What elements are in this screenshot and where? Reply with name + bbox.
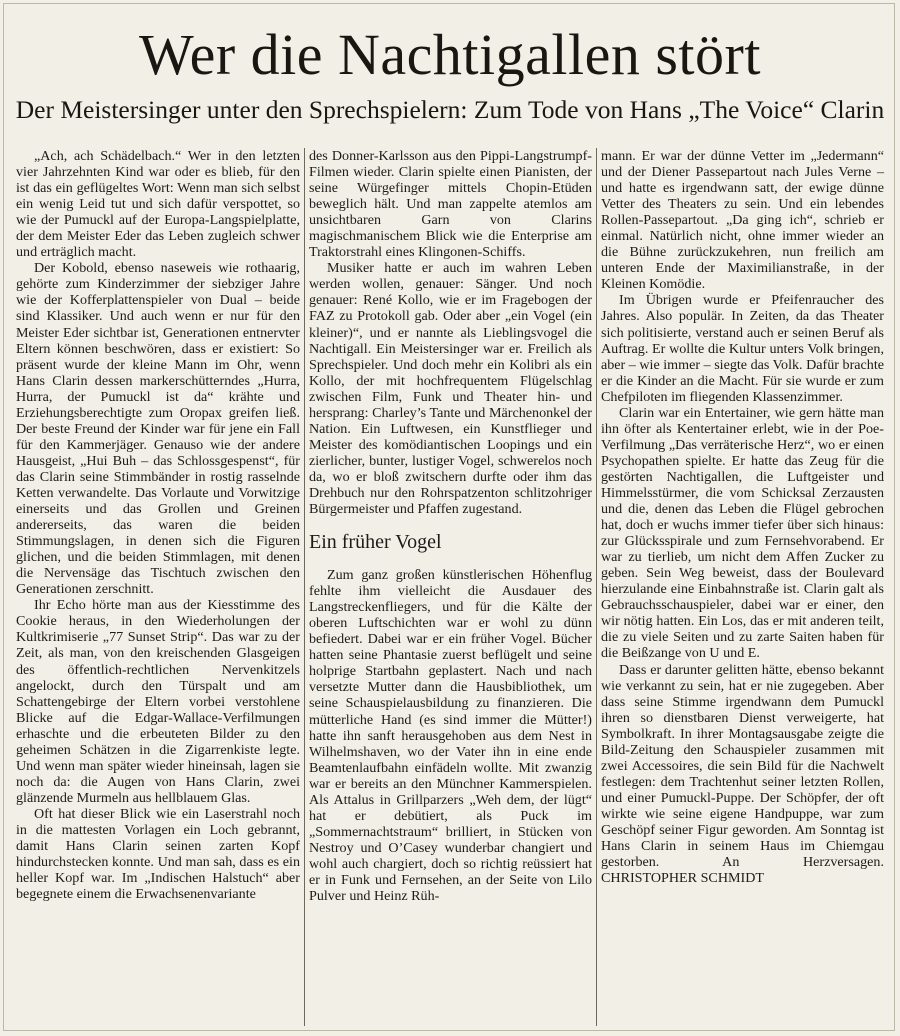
column-1 <box>12 148 304 1026</box>
paragraph-text: Dass er darunter gelitten hätte, ebenso bekannt wie verkannt zu sein, hat er nie zugegeben. Aber dass seine Stimme irgendwann dem Pumuckl ihren so dienstbaren Dienst verweigerte, hat Symbolkraft. In ihrer Montagsausgabe zeigte die Bild-Zeitung den Schauspieler zusammen mit zwei Accessoires, die sein Bild für die Nachwelt festlegen: dem Trachtenhut seiner letzten Rollen, und einer Pumuckl-Puppe. Der Schöpfer, der oft wirkte wie seine eigene Handpuppe, war zum Geschöpf seiner Figur geworden. Am Sonntag ist Hans Clarin in seinem Haus im Chiemgau gestorben. An Herzversagen. <box>601 661 884 871</box>
paragraph: Musiker hatte er auch im wahren Leben werden wollen, genauer: Sänger. Und noch genauer: René Kollo, wie er im Fragebogen der FAZ zu Protokoll gab. Oder aber „ein Vogel (ein kleiner)“, und er nannte als Lieblingsvogel die Nachtigall. Ein Meistersinger war er. Freilich als Sprechspieler. Und doch mehr ein Kolibri als ein Kollo, der mit hochfrequentem Flügelschlag zwischen Film, Funk und Theater hin- und hersprang: Charley’s Tante und Märchenonkel der Nation. Ein Luftwesen, ein Kunstflieger und Meister des komödiantischen Loopings und ein zierlicher, bunter, lustiger Vogel, schwerelos noch da, wo er bloß zwitschern durfte oder ihm das Drehbuch nur den Rohrspatzenton schlitzohriger Bürgermeister und Pfaffen zugestand. <box>309 260 592 518</box>
paragraph: Oft hat dieser Blick wie ein Laserstrahl noch in die mattesten Vorlagen ein Loch gebrannt, damit Hans Clarin seinen zarten Kopf hindurchstecken konnte. Und man sah, dass es ein heller Kopf war. Im „Indischen Halstuch“ aber begegnete einem die Erwachsenenvariante <box>16 805 300 903</box>
article-subheadline: Der Meistersinger unter den Sprechspielern: Zum Tode von Hans „The Voice“ Clarin <box>15 95 885 124</box>
paragraph: des Donner-Karlsson aus den Pippi-Langstrumpf-Filmen wieder. Clarin spielte einen Pianisten, der seine Würgefinger mittels Chopin-Etüden beweglich hält. Und man zappelte atemlos am unsichtbaren Garn von Clarins magischmanischem Blick wie die Enterprise am Traktorstrahl eines Klingonen-Schiffs. <box>309 148 592 261</box>
author-byline: CHRISTOPHER SCHMIDT <box>601 870 765 887</box>
paragraph: Der Kobold, ebenso naseweis wie rothaarig, gehörte zum Kinderzimmer der siebziger Jahre wie der Kofferplattenspieler von Dual – beide sind Klassiker. Und auch wenn er nur für den Meister Eder sichtbar ist, Generationen entnervter Eltern können beschwören, dass er existiert: So präsent wurde der kleine Mann im Ohr, wenn Hans Clarin dessen markerschütterndes „Hurra, Hurra, der Pumuckl ist da“ krähte und Erziehungsberechtigte zum Oropax greifen ließ. Der beste Freund der Kinder war für jene ein Fall für den Kammerjäger. Genauso wie der andere Hausgeist, „Hui Buh – das Schlossgespenst“, für das Clarin seine Stimmbänder in rostig rasselnde Ketten verwandelte. Das Vorlaute und Vorwitzige einerseits und das Grollen und Greinen andererseits, das waren die beiden Stimmungslagen, in denen sich die Figuren glichen, und die beiden Stimmlagen, mit denen die Nervensäge das Tischtuch zwischen den Generationen zerschnitt. <box>16 260 300 598</box>
paragraph: mann. Er war der dünne Vetter im „Jedermann“ und der Diener Passepartout nach Jules Verne – und hatte es irgendwann satt, der ewige dünne Vetter des Theaters zu sein. Und ein lebendes Rollen-Passepartout. „Da ging ich“, schrieb er einmal. Natürlich nicht, ohne immer wieder an die Bühne zurückzukehren, nun freilich am unteren Ende der Maximilianstraße, in der Kleinen Komödie. <box>601 148 884 293</box>
paragraph: Zum ganz großen künstlerischen Höhenflug fehlte ihm vielleicht die Ausdauer des Langstreckenfliegers, und für die Kälte der oberen Luftschichten war er wohl zu dünn befiedert. Dabei war er ein früher Vogel. Bücher hatten seine Phantasie zuerst beflügelt und seine holprige Startbahn geplastert. Nach und nach versetzte Mutter dann die Hausbibliothek, um seine Schauspielausbildung zu finanzieren. Die mütterliche Hand (es sind immer die Mütter!) hatte ihn sanft herausgehoben aus dem Nest in Wilhelmshaven, wo der Vater ihn in eine ende Beamtenlaufbahn einfädeln wollte. Mit zwanzig war er bereits an den Münchner Kammerspielen. Als Attalus in Grillparzers „Weh dem, der lügt“ hat er debütiert, als Puck im „Sommernachtstraum“ brilliert, in Stücken von Nestroy und O’Casey wunderbar changiert und wohl auch chargiert, doch so richtig reüssiert hat er in Funk und Fernsehen, an der Seite von Lilo Pulver und Heinz Rüh- <box>309 567 592 905</box>
paragraph: Clarin war ein Entertainer, wie gern hätte man ihn öfter als Kentertainer erlebt, wie in der Poe-Verfilmung „Das verräterische Herz“, wo er einen Psychopathen spielte. Er hatte das Zeug für die gestörten Nachtigallen, die Luftgeister und Himmelsstürmer, die vom Schicksal Zerzausten und die, denen das Leben die Flügel gebrochen hat, doch er wuchs immer tiefer über sich hinaus: zur Glücksspirale und zum Fernsehvorabend. Er war zu tierlieb, um nicht dem Affen Zucker zu geben. Sein Weg beweist, dass der Boulevard hierzulande eine Einbahnstraße ist. Clarin galt als Gebrauchsschauspieler, dabei war er einer, den wir nötig hatten. Ein Los, das er mit anderen teilt, die zu viele Seiten und zu zarte Saiten haben für die Beißzange von U und E. <box>601 404 884 662</box>
paragraph: „Ach, ach Schädelbach.“ Wer in den letzten vier Jahrzehnten Kind war oder es blieb, für den ist das ein geflügeltes Wort: Wenn man sich selbst ein wenig Leid tut und sich dafür verspottet, so wie der Pumuckl auf der Europa-Langspielplatte, der dem Meister Eder das Leben zugleich schwer und erträglich macht. <box>16 148 300 261</box>
paragraph: Im Übrigen wurde er Pfeifenraucher des Jahres. Also populär. In Zeiten, da das Theater sich politisierte, verstand auch er seinen Beruf als Auftrag. Er wollte die Kultur unters Volk bringen, aber – wie immer – siegte das Volk. Dafür brachte er die Kinder an die Macht. Für sie wurde er zum Chefpiloten im fliegenden Klassenzimmer. <box>601 292 884 405</box>
article-columns <box>12 148 890 1026</box>
paragraph <box>601 662 884 887</box>
paragraph: Ihr Echo hörte man aus der Kiesstimme des Cookie heraus, in den Wiederholungen der Kultkrimiserie „77 Sunset Strip“. Das war zu der Zeit, als man, von den kreischenden Glasgeigen des öffentlich-rechtlichen Nervenkitzels angelockt, durch den Türspalt und am Schattengebirge der Eltern vorbei verstohlene Blicke auf die Edgar-Wallace-Verfilmungen erhaschte und die erbeuteten Bilder zu den geheimen Schätzen in die Zigarrenkiste legte. Und wenn man später wieder hineinsah, lagen sie noch da: die Augen von Hans Clarin, zwei glänzende Murmeln aus hellblauem Glas. <box>16 597 300 806</box>
column-3 <box>596 148 888 1026</box>
column-2 <box>304 148 596 1026</box>
article-headline: Wer die Nachtigallen stört <box>139 22 761 87</box>
section-heading: Ein früher Vogel <box>309 531 442 554</box>
